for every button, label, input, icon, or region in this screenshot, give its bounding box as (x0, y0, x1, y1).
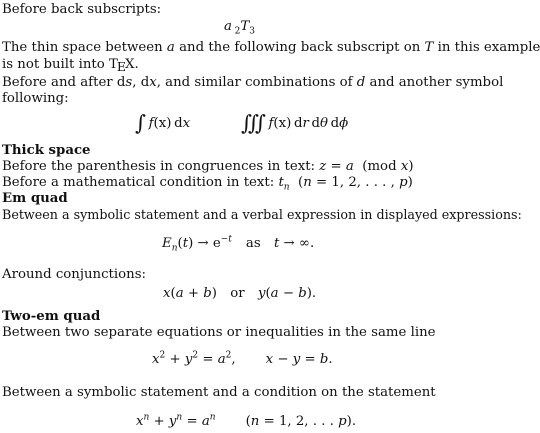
var-y: y (292, 352, 301, 367)
var-T: T (424, 40, 434, 55)
plus: + (183, 286, 204, 301)
subscript-n: n (283, 182, 290, 193)
paren: ( (245, 414, 251, 429)
triple-integral-symbol: ∭ (241, 111, 266, 135)
equals: = (198, 352, 218, 367)
var-z: z (319, 159, 327, 174)
var-t: t (278, 175, 284, 190)
paren: ) (408, 159, 414, 174)
var-p: p (399, 175, 408, 190)
text: and the following back subscript on (174, 40, 425, 55)
paren: ( (177, 236, 183, 251)
as-text: as (245, 236, 261, 251)
conjunctions-label: Around conjunctions: (2, 267, 147, 282)
paren: ( (170, 286, 176, 301)
superscript: 2 (225, 350, 232, 361)
var-phi: ϕ (339, 116, 349, 131)
var-a: a (270, 286, 279, 301)
differentials-line2: following: (2, 91, 69, 106)
back-subscripts-label: Before back subscripts: (2, 2, 162, 17)
T-subscript: 3 (249, 26, 255, 37)
var-s: s (125, 75, 133, 90)
text: Before a mathematical condition in text: (2, 175, 279, 190)
var-T: T (240, 19, 250, 34)
arg: (x) (273, 116, 292, 131)
text: and another symbol (365, 75, 504, 90)
text: The thin space between (2, 40, 167, 55)
triple-integral (241, 111, 349, 135)
plus: + (149, 414, 169, 429)
two-em-quad-line1: Between two separate equations or inequalities in the same line (2, 325, 436, 340)
back-subscripts-note-line1 (2, 40, 540, 55)
text: Before and after d (2, 75, 126, 90)
var-y: y (168, 414, 177, 429)
differential-d: d (293, 116, 303, 131)
differential-d: d (174, 116, 183, 131)
var-a: a (217, 352, 226, 367)
paren: ). (346, 414, 357, 429)
var-t: t (273, 236, 280, 251)
period: . (328, 352, 333, 367)
var-r: r (302, 116, 309, 131)
var-n: n (250, 414, 260, 429)
var-f: f (148, 116, 154, 131)
superscript: n (143, 412, 150, 423)
var-t: t (182, 236, 189, 251)
two-em-quad-line2: Between a symbolic statement and a condition on the statement (2, 385, 436, 400)
text: , and similar combinations of (156, 75, 357, 90)
var-x: x (149, 75, 157, 90)
values: = 1, 2, . . . (259, 414, 339, 429)
or-text: or (230, 286, 245, 301)
thick-space-line2 (2, 175, 413, 193)
comma: , (231, 352, 236, 367)
paren: ) (407, 175, 413, 190)
back-subscript: 2 (234, 26, 241, 37)
values: = 1, 2, . . . , (311, 175, 400, 190)
minus: − (278, 286, 299, 301)
superscript: n (176, 412, 183, 423)
arg: (x) (153, 116, 172, 131)
var-n: n (303, 175, 312, 190)
back-subscript-example (224, 19, 255, 35)
var-x: x (152, 352, 160, 367)
paren: ) (211, 286, 217, 301)
var-theta: θ (319, 116, 328, 131)
paren: ( (289, 175, 304, 190)
conjunctions-display (163, 286, 316, 302)
em-quad-heading: Em quad (2, 191, 68, 206)
text: X. (124, 57, 139, 72)
tex-logo-e: E (116, 59, 126, 74)
text: Before the parenthesis in congruences in text: (2, 159, 320, 174)
superscript: 2 (159, 350, 166, 361)
back-subscripts-note-line2 (2, 56, 139, 72)
limit: → ∞. (279, 236, 315, 251)
text: is not built into T (2, 57, 118, 72)
subscript-n: n (171, 243, 178, 254)
single-integral (135, 111, 191, 135)
text: in this example (433, 40, 540, 55)
differential-d: d (330, 116, 340, 131)
two-equations-display (152, 352, 333, 368)
var-b: b (203, 286, 212, 301)
superscript: −t (220, 234, 232, 245)
paren: ). (306, 286, 317, 301)
var-x: x (400, 159, 409, 174)
superscript: 2 (192, 350, 199, 361)
em-quad-line1: Between a symbolic statement and a verbal expression in displayed expressions: (2, 207, 522, 222)
integral-symbol: ∫ (135, 111, 146, 135)
var-x: x (265, 352, 274, 367)
var-x: x (136, 414, 144, 429)
paren: ( (265, 286, 271, 301)
arrow: ) → e (188, 236, 221, 251)
var-y: y (257, 286, 266, 301)
equals: = (300, 352, 320, 367)
differential-d: d (311, 116, 320, 131)
thick-space-line1 (2, 159, 414, 174)
var-E: E (162, 236, 172, 251)
em-quad-display (162, 236, 314, 252)
var-b: b (298, 286, 307, 301)
mod: (mod (353, 159, 401, 174)
condition-display (136, 414, 356, 430)
var-a: a (201, 414, 210, 429)
two-em-quad-heading: Two-em quad (2, 309, 101, 324)
text: , d (132, 75, 150, 90)
var-a: a (345, 159, 354, 174)
equals: = (326, 159, 346, 174)
minus: − (273, 352, 293, 367)
var-a: a (175, 286, 184, 301)
var-x: x (163, 286, 171, 301)
var-f: f (268, 116, 274, 131)
superscript: n (209, 412, 216, 423)
var-d: d (356, 75, 366, 90)
var-b: b (319, 352, 329, 367)
var-a: a (166, 40, 175, 55)
var-a: a (224, 19, 232, 34)
thick-space-heading: Thick space (2, 143, 91, 158)
var-y: y (184, 352, 193, 367)
plus: + (165, 352, 185, 367)
differentials-line1 (2, 75, 503, 90)
var-p: p (338, 414, 347, 429)
equals: = (182, 414, 202, 429)
var-x: x (182, 116, 191, 131)
